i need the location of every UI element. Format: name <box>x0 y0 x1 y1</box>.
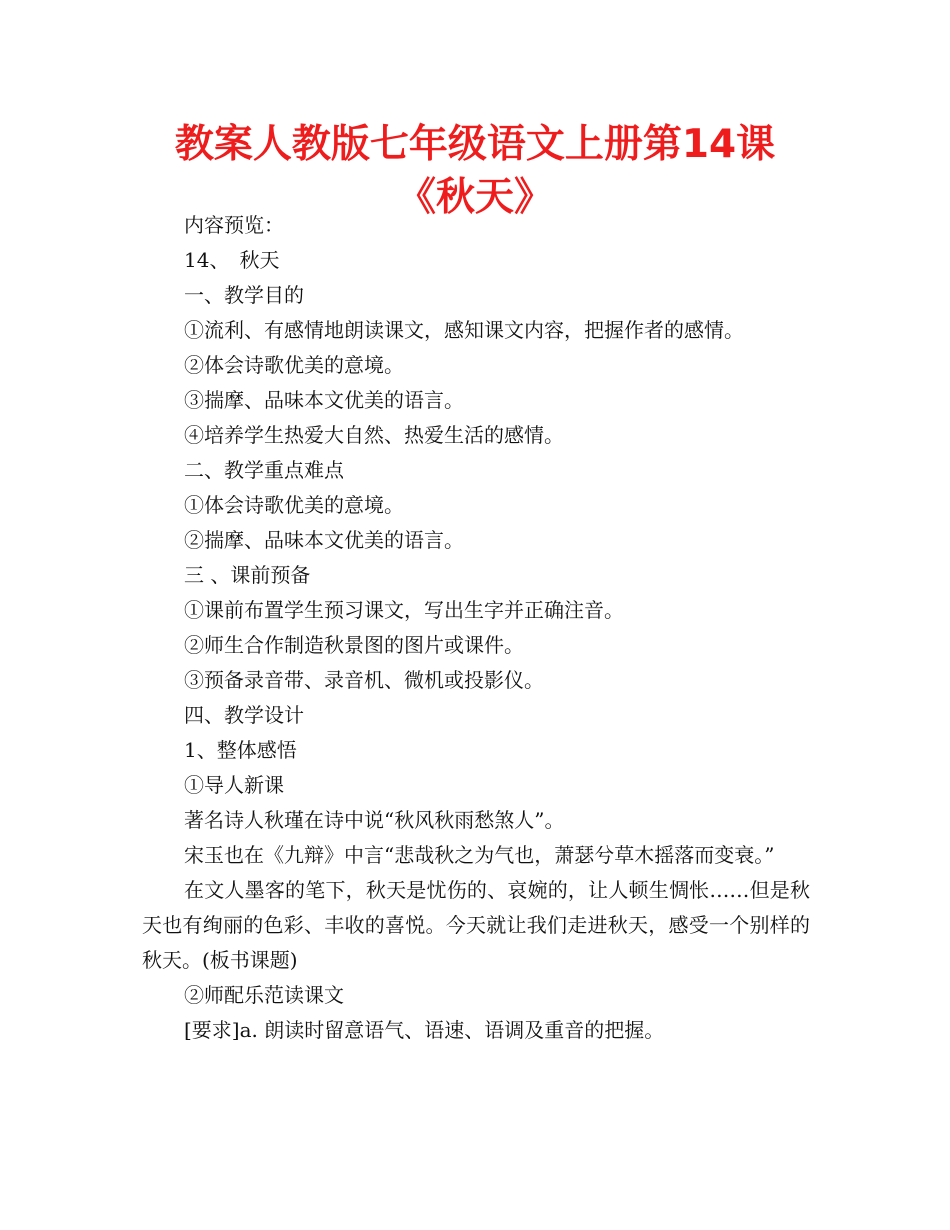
subheading-model-reading: ②师配乐范读课文 <box>184 983 344 1007</box>
heading-teaching-goals: 一、教学目的 <box>184 283 304 307</box>
list-item: ①体会诗歌优美的意境。 <box>184 493 404 517</box>
list-item: ③揣摩、品味本文优美的语言。 <box>184 388 464 412</box>
heading-teaching-design: 四、教学设计 <box>184 703 304 727</box>
list-item: ④培养学生热爱大自然、热爱生活的感情。 <box>184 423 564 447</box>
paragraph-quote-qiujin: 著名诗人秋瑾在诗中说“秋风秋雨愁煞人”。 <box>184 808 565 832</box>
list-item: ②揣摩、品味本文优美的语言。 <box>184 528 464 552</box>
heading-key-points: 二、教学重点难点 <box>184 458 344 482</box>
paragraph-autumn-intro: 在文人墨客的笔下，秋天是忧伤的、哀婉的，让人顿生惆怅……但是秋天也有绚丽的色彩、丰收的喜悦。今天就让我们走进秋天，感受一个别样的秋天。(板书课题) <box>142 878 810 972</box>
list-item: ③预备录音带、录音机、微机或投影仪。 <box>184 668 544 692</box>
paragraph-requirement: [要求]a. 朗读时留意语气、语速、语调及重音的把握。 <box>184 1018 665 1042</box>
heading-preparation: 三 、课前预备 <box>184 563 311 587</box>
subheading-overall: 1、整体感悟 <box>184 738 297 762</box>
list-item: ②师生合作制造秋景图的图片或课件。 <box>184 633 524 657</box>
document-body <box>142 208 810 1048</box>
list-item: ①流利、有感情地朗读课文，感知课文内容，把握作者的感情。 <box>184 318 744 342</box>
paragraph-quote-songyu: 宋玉也在《九辩》中言“悲哉秋之为气也，萧瑟兮草木摇落而变衰。” <box>184 843 775 867</box>
list-item: ①课前布置学生预习课文，写出生字并正确注音。 <box>184 598 624 622</box>
list-item: ②体会诗歌优美的意境。 <box>184 353 404 377</box>
subheading-intro: ①导人新课 <box>184 773 284 797</box>
document-title: 教案人教版七年级语文上册第14课《秋天》 <box>174 122 776 220</box>
paragraph-preview-label: 内容预览： <box>184 213 284 237</box>
paragraph-lesson-number: 14、 秋天 <box>184 248 280 272</box>
